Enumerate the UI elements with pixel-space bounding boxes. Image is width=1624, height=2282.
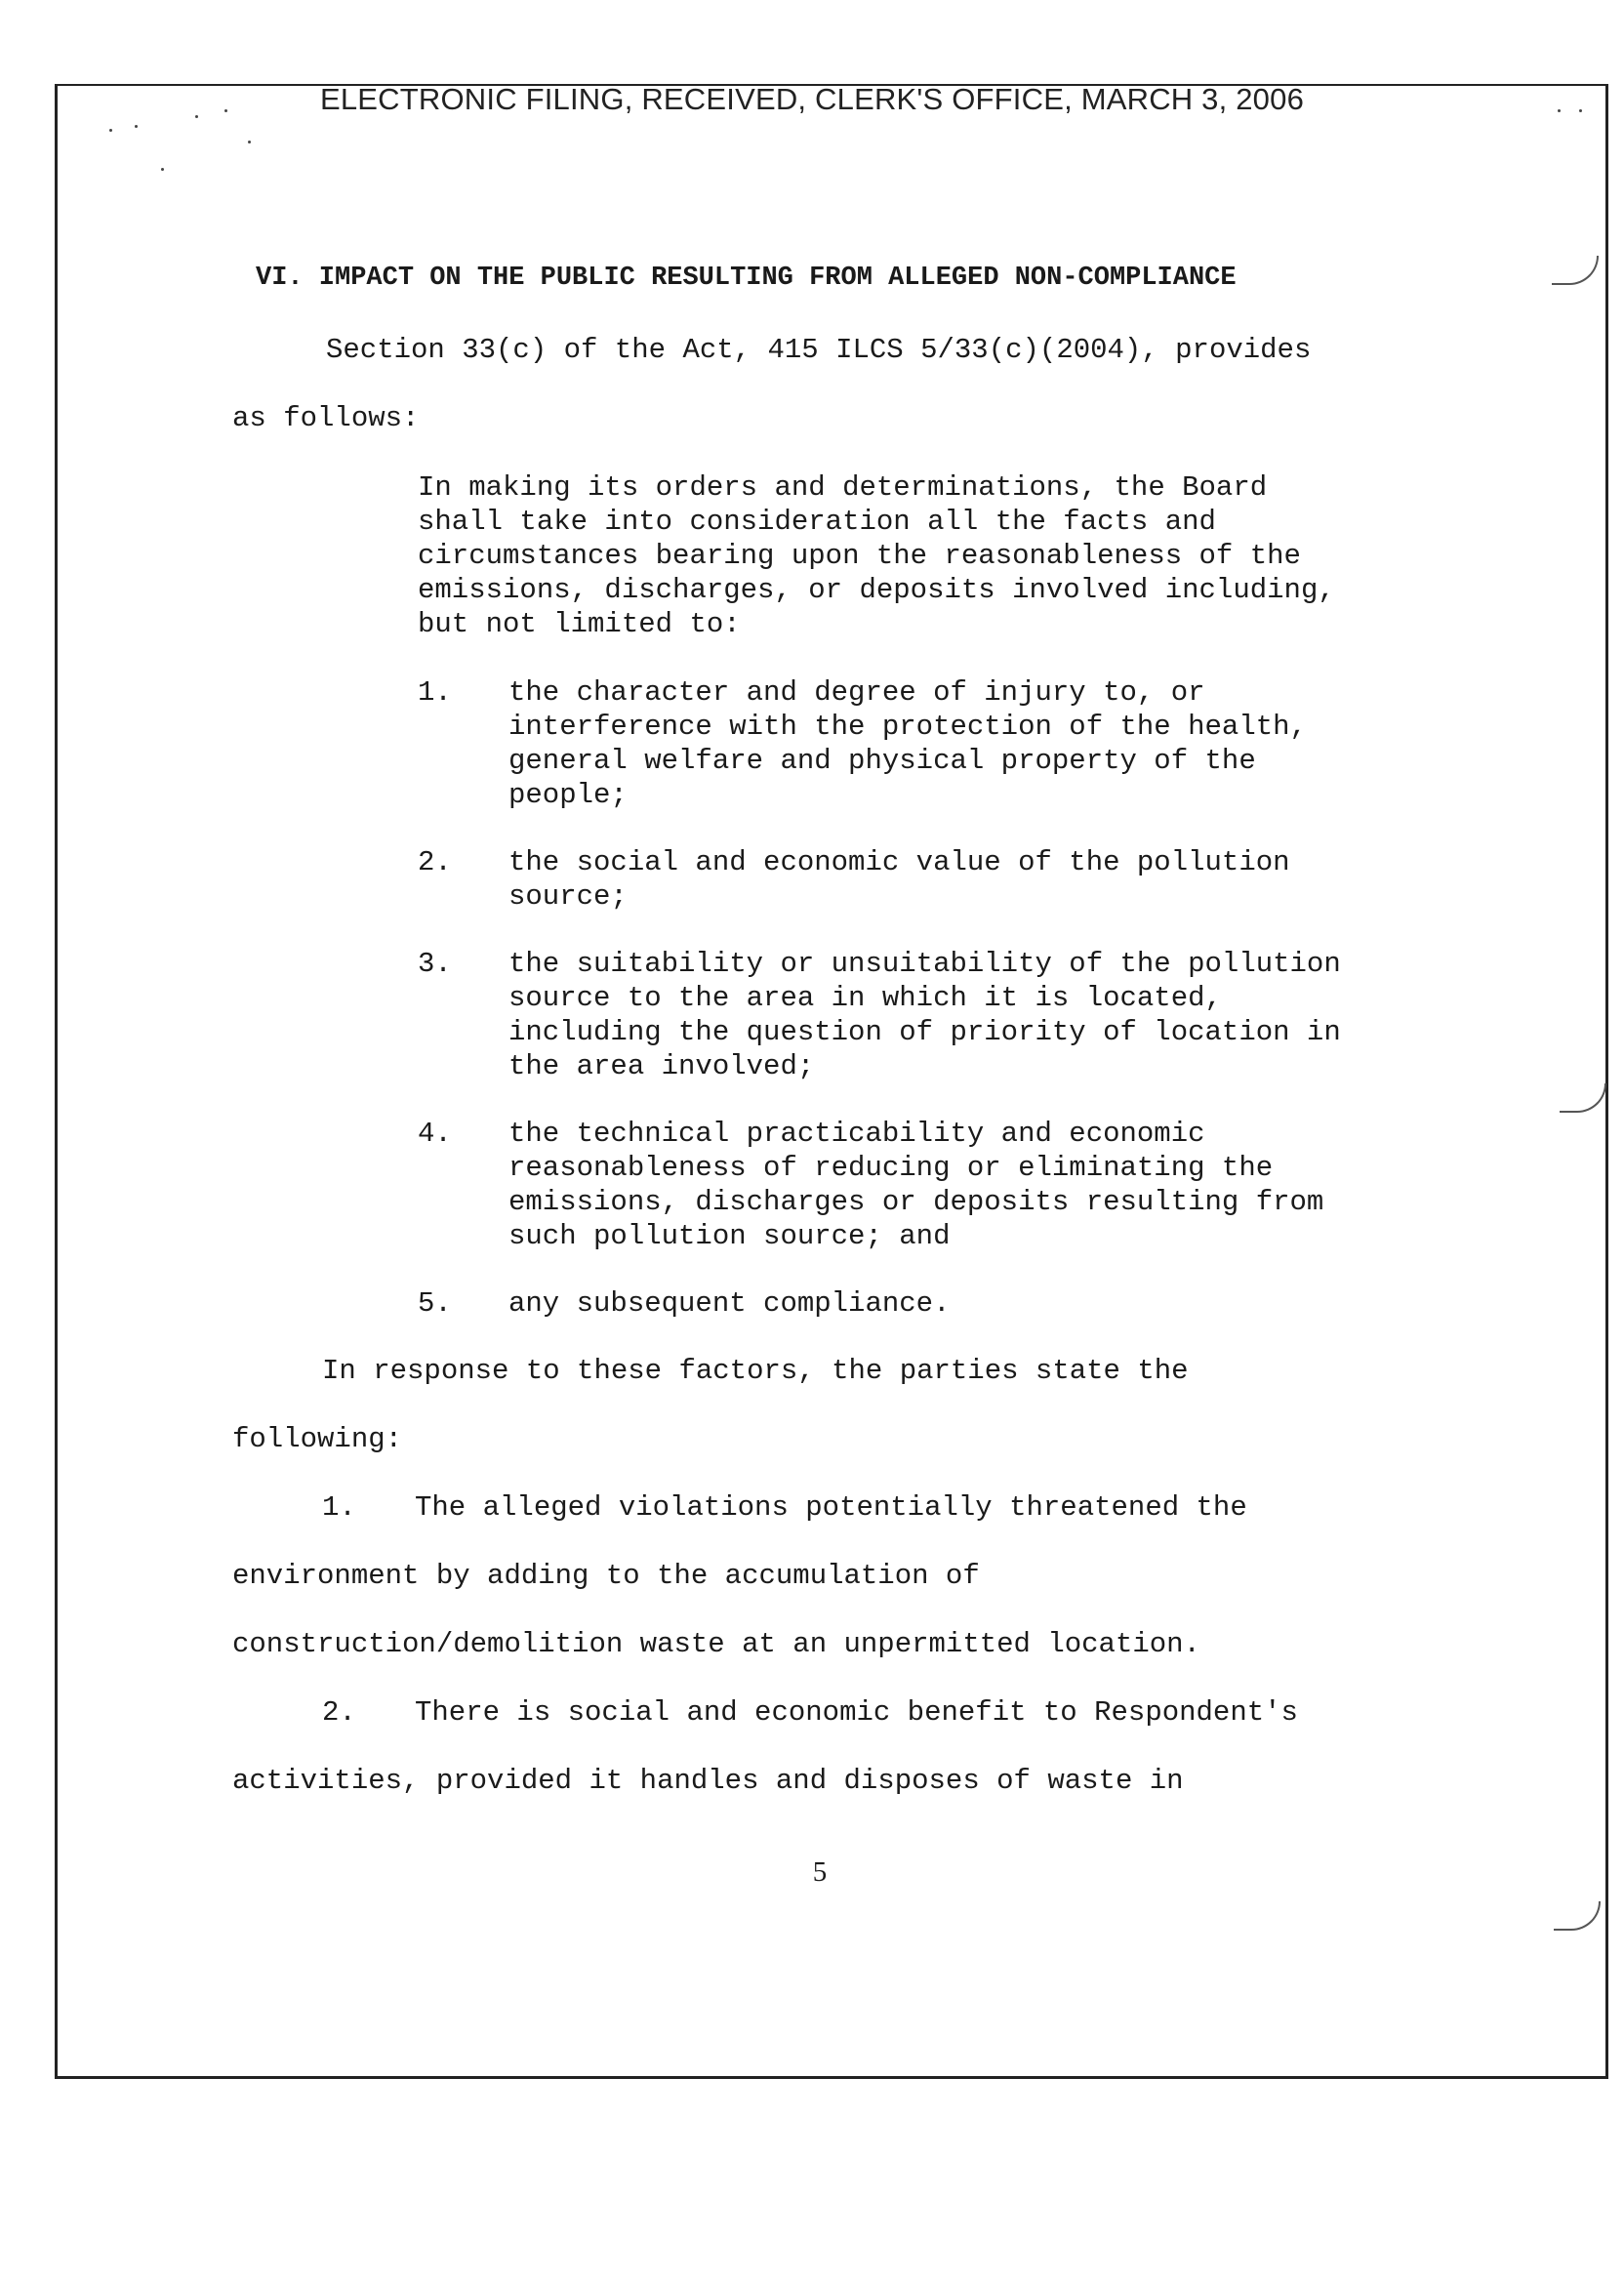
finding-number: 1. [322, 1491, 356, 1524]
finding-line: activities, provided it handles and disposes of waste in [232, 1765, 1184, 1797]
scan-speck [1558, 109, 1561, 112]
factor-number: 1. [418, 676, 452, 709]
scan-speck [135, 125, 138, 128]
scan-speck [248, 141, 251, 143]
factor-line: the character and degree of injury to, or [508, 676, 1205, 709]
factor-number: 3. [418, 948, 452, 980]
factor-line: the social and economic value of the pollution [508, 846, 1290, 878]
scan-speck [109, 129, 112, 132]
scan-speck [195, 115, 198, 118]
quote-line: circumstances bearing upon the reasonableness of the [418, 540, 1301, 572]
factor-line: including the question of priority of location in [508, 1016, 1341, 1048]
factor-line: the technical practicability and economic [508, 1118, 1205, 1150]
factor-line: source to the area in which it is located, [508, 982, 1222, 1014]
factor-number: 4. [418, 1118, 452, 1150]
finding-number: 2. [322, 1696, 356, 1729]
filing-stamp: ELECTRONIC FILING, RECEIVED, CLERK'S OFFICE, MARCH 3, 2006 [319, 82, 1305, 116]
factor-line: interference with the protection of the health, [508, 711, 1307, 743]
quote-line: but not limited to: [418, 608, 741, 640]
quote-line: In making its orders and determinations, the Board [418, 471, 1268, 504]
response-line-1: In response to these factors, the parties state the [322, 1355, 1189, 1387]
factor-line: people; [508, 779, 628, 811]
quote-line: shall take into consideration all the facts and [418, 506, 1216, 538]
response-line-2: following: [232, 1423, 403, 1455]
factor-line: the suitability or unsuitability of the pollution [508, 948, 1341, 980]
factor-line: the area involved; [508, 1050, 815, 1082]
finding-line: environment by adding to the accumulation of [232, 1560, 980, 1592]
intro-line-1: Section 33(c) of the Act, 415 ILCS 5/33(c)(2004), provides [326, 334, 1312, 366]
page-number: 5 [812, 1856, 828, 1888]
scan-speck [224, 109, 227, 112]
finding-line: There is social and economic benefit to Respondent's [415, 1696, 1298, 1729]
intro-line-2: as follows: [232, 402, 420, 434]
factor-line: such pollution source; and [508, 1220, 951, 1252]
scan-speck [1579, 109, 1582, 112]
factor-line: general welfare and physical property of the [508, 745, 1256, 777]
factor-line: emissions, discharges or deposits resulting from [508, 1186, 1324, 1218]
section-heading: VI. IMPACT ON THE PUBLIC RESULTING FROM ALLEGED NON-COMPLIANCE [256, 264, 1237, 293]
finding-line: construction/demolition waste at an unpermitted location. [232, 1628, 1200, 1660]
factor-number: 5. [418, 1287, 452, 1320]
quote-line: emissions, discharges, or deposits involved including, [418, 574, 1335, 606]
finding-line: The alleged violations potentially threatened the [415, 1491, 1247, 1524]
factor-line: any subsequent compliance. [508, 1287, 951, 1320]
factor-number: 2. [418, 846, 452, 878]
factor-line: source; [508, 880, 628, 913]
factor-line: reasonableness of reducing or eliminating the [508, 1152, 1274, 1184]
scan-speck [161, 168, 164, 171]
